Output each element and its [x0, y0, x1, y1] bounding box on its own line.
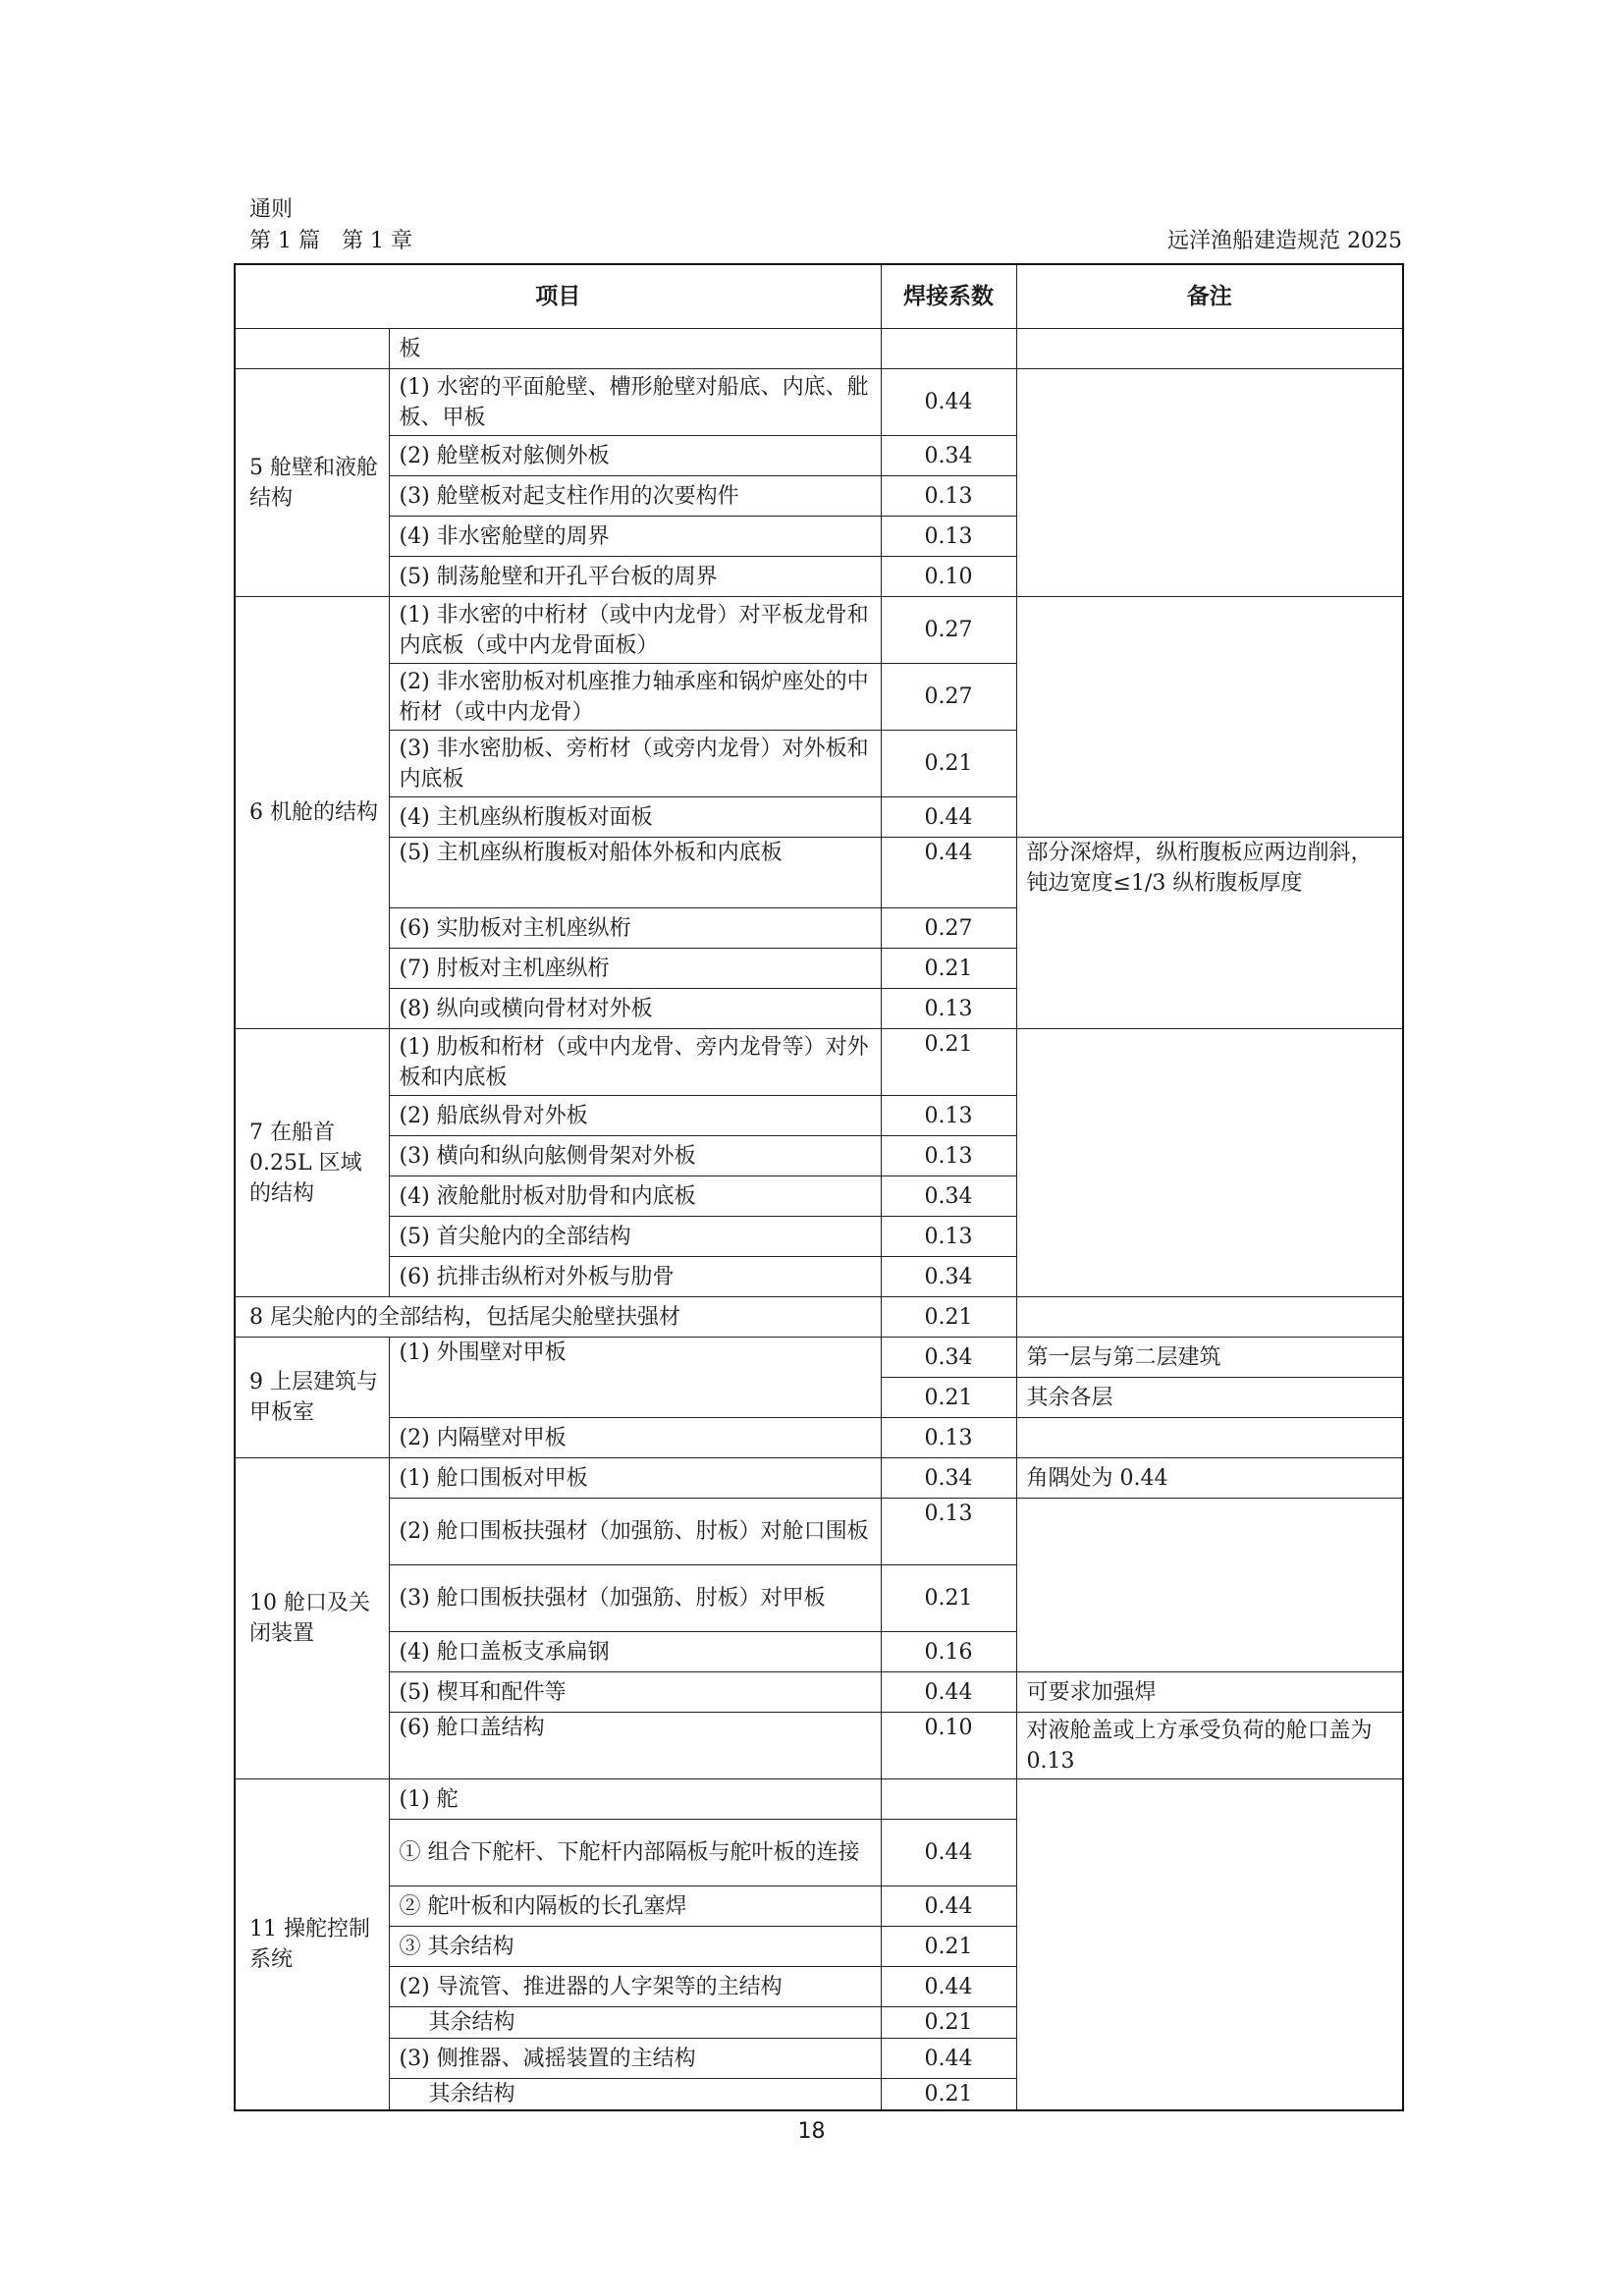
- coefficient-cell: 0.44: [881, 797, 1016, 838]
- remark-cell: [1016, 329, 1403, 369]
- coefficient-cell: 0.44: [881, 1820, 1016, 1886]
- table-row: [235, 838, 1403, 908]
- coefficient-cell: 0.27: [881, 908, 1016, 949]
- sub-item-label: 其余结构: [428, 2010, 515, 2035]
- remark-cell: 对液舱盖或上方承受负荷的舱口盖为 0.13: [1016, 1713, 1403, 1779]
- item-cell: (2) 舱口围板扶强材（加强筋、肘板）对舱口围板: [389, 1499, 881, 1565]
- item-cell: (4) 非水密舱壁的周界: [389, 517, 881, 557]
- column-header-remark: 备注: [1016, 264, 1403, 329]
- coefficient-cell: 0.10: [881, 557, 1016, 597]
- item-cell: (2) 内隔壁对甲板: [389, 1418, 881, 1458]
- item-cell: (1) 外围壁对甲板: [389, 1338, 881, 1418]
- item-cell: (2) 船底纵骨对外板: [389, 1096, 881, 1136]
- item-cell: (3) 横向和纵向舷侧骨架对外板: [389, 1136, 881, 1176]
- column-header-item: 项目: [235, 264, 881, 329]
- coefficient-cell: 0.21: [881, 2007, 1016, 2039]
- table-header-row: [235, 264, 1403, 329]
- table-row: [235, 1458, 1403, 1499]
- coefficient-cell: 0.34: [881, 1176, 1016, 1217]
- remark-cell: [1016, 597, 1403, 838]
- item-cell: (5) 楔耳和配件等: [389, 1672, 881, 1713]
- page-number: 18: [797, 2119, 826, 2144]
- coefficient-cell: 0.27: [881, 597, 1016, 664]
- coefficient-cell: 0.34: [881, 1458, 1016, 1499]
- item-cell: (8) 纵向或横向骨材对外板: [389, 989, 881, 1029]
- item-cell: (5) 制荡舱壁和开孔平台板的周界: [389, 557, 881, 597]
- item-cell: ③ 其余结构: [389, 1927, 881, 1967]
- remark-cell: [1016, 1297, 1403, 1338]
- coefficient-cell: 0.16: [881, 1632, 1016, 1672]
- table-row: [235, 1029, 1403, 1096]
- item-cell: (1) 非水密的中桁材（或中内龙骨）对平板龙骨和内底板（或中内龙骨面板）: [389, 597, 881, 664]
- item-cell: (6) 舱口盖结构: [389, 1713, 881, 1779]
- remark-cell: [1016, 1779, 1403, 2111]
- column-header-coefficient: 焊接系数: [881, 264, 1016, 329]
- remark-cell: 角隅处为 0.44: [1016, 1458, 1403, 1499]
- coefficient-cell: 0.21: [881, 1029, 1016, 1096]
- remark-cell: 可要求加强焊: [1016, 1672, 1403, 1713]
- item-cell: (3) 舱壁板对起支柱作用的次要构件: [389, 476, 881, 517]
- table-row: [235, 1713, 1403, 1779]
- item-cell: (1) 肋板和桁材（或中内龙骨、旁内龙骨等）对外板和内底板: [389, 1029, 881, 1096]
- coefficient-cell: 0.21: [881, 1297, 1016, 1338]
- item-cell: (5) 主机座纵桁腹板对船体外板和内底板: [389, 838, 881, 908]
- item-cell: (6) 实肋板对主机座纵桁: [389, 908, 881, 949]
- remark-cell: [1016, 1029, 1403, 1297]
- coefficient-cell: 0.21: [881, 949, 1016, 989]
- coefficient-cell: 0.44: [881, 2039, 1016, 2079]
- item-cell: [389, 2079, 881, 2111]
- category-cell: 11 操舵控制系统: [235, 1779, 389, 2111]
- coefficient-cell: 0.13: [881, 1217, 1016, 1257]
- item-cell: (2) 导流管、推进器的人字架等的主结构: [389, 1967, 881, 2007]
- coefficient-cell: 0.13: [881, 1418, 1016, 1458]
- remark-cell: 第一层与第二层建筑: [1016, 1338, 1403, 1378]
- item-cell: 板: [389, 329, 881, 369]
- coefficient-cell: 0.13: [881, 989, 1016, 1029]
- category-cell: 6 机舱的结构: [235, 597, 389, 1029]
- coefficient-cell: 0.21: [881, 1927, 1016, 1967]
- coefficient-cell: 0.10: [881, 1713, 1016, 1779]
- coefficient-cell: 0.21: [881, 1378, 1016, 1418]
- coefficient-cell: 0.44: [881, 1672, 1016, 1713]
- item-cell: (1) 舱口围板对甲板: [389, 1458, 881, 1499]
- remark-cell: 部分深熔焊，纵桁腹板应两边削斜，钝边宽度≤1/3 纵桁腹板厚度: [1016, 838, 1403, 1029]
- item-cell: 8 尾尖舱内的全部结构，包括尾尖舱壁扶强材: [235, 1297, 881, 1338]
- coefficient-cell: 0.13: [881, 1136, 1016, 1176]
- coefficient-cell: 0.21: [881, 731, 1016, 797]
- book-title: 远洋渔船建造规范 2025: [1167, 229, 1402, 253]
- table-row: [235, 1418, 1403, 1458]
- remark-cell: [1016, 1499, 1403, 1672]
- item-cell: (6) 抗排击纵桁对外板与肋骨: [389, 1257, 881, 1297]
- item-cell: (3) 非水密肋板、旁桁材（或旁内龙骨）对外板和内底板: [389, 731, 881, 797]
- section-label: 通则: [249, 197, 294, 222]
- item-cell: (3) 舱口围板扶强材（加强筋、肘板）对甲板: [389, 1565, 881, 1632]
- coefficient-cell: 0.21: [881, 2079, 1016, 2111]
- item-cell: (2) 舱壁板对舷侧外板: [389, 436, 881, 476]
- chapter-label: 第 1 篇 第 1 章: [249, 229, 412, 253]
- item-cell: ① 组合下舵杆、下舵杆内部隔板与舵叶板的连接: [389, 1820, 881, 1886]
- coefficient-cell: 0.27: [881, 664, 1016, 731]
- coefficient-cell: 0.13: [881, 1499, 1016, 1565]
- welding-coefficient-table: [234, 263, 1404, 2111]
- category-cell: 5 舱壁和液舱结构: [235, 369, 389, 597]
- table-row: [235, 1338, 1403, 1378]
- table-row: [235, 597, 1403, 664]
- category-cell: 7 在船首 0.25L 区域的结构: [235, 1029, 389, 1297]
- item-cell: (1) 水密的平面舱壁、槽形舱壁对船底、内底、舭板、甲板: [389, 369, 881, 436]
- sub-item-label: 其余结构: [428, 2082, 515, 2106]
- remark-cell: [1016, 1418, 1403, 1458]
- item-cell: (4) 主机座纵桁腹板对面板: [389, 797, 881, 838]
- coefficient-cell: [881, 1779, 1016, 1820]
- table-row: [235, 1672, 1403, 1713]
- table-row: [235, 1297, 1403, 1338]
- coefficient-cell: 0.21: [881, 1565, 1016, 1632]
- coefficient-cell: 0.34: [881, 1257, 1016, 1297]
- category-cell: 9 上层建筑与甲板室: [235, 1338, 389, 1458]
- item-cell: [389, 2007, 881, 2039]
- coefficient-cell: 0.44: [881, 838, 1016, 908]
- coefficient-cell: 0.44: [881, 369, 1016, 436]
- item-cell: ② 舵叶板和内隔板的长孔塞焊: [389, 1886, 881, 1927]
- category-cell: [235, 329, 389, 369]
- table-row: [235, 1499, 1403, 1565]
- table-row: [235, 369, 1403, 436]
- coefficient-cell: 0.34: [881, 436, 1016, 476]
- coefficient-cell: 0.34: [881, 1338, 1016, 1378]
- item-cell: (3) 侧推器、减摇装置的主结构: [389, 2039, 881, 2079]
- table-row: [235, 329, 1403, 369]
- category-cell: 10 舱口及关闭装置: [235, 1458, 389, 1779]
- item-cell: (4) 液舱舭肘板对肋骨和内底板: [389, 1176, 881, 1217]
- remark-cell: [1016, 369, 1403, 597]
- coefficient-cell: 0.13: [881, 476, 1016, 517]
- coefficient-cell: 0.44: [881, 1967, 1016, 2007]
- item-cell: (1) 舵: [389, 1779, 881, 1820]
- item-cell: (7) 肘板对主机座纵桁: [389, 949, 881, 989]
- coefficient-cell: 0.13: [881, 517, 1016, 557]
- table-row: [235, 1779, 1403, 1820]
- coefficient-cell: 0.44: [881, 1886, 1016, 1927]
- item-cell: (5) 首尖舱内的全部结构: [389, 1217, 881, 1257]
- remark-cell: 其余各层: [1016, 1378, 1403, 1418]
- item-cell: (4) 舱口盖板支承扁钢: [389, 1632, 881, 1672]
- item-cell: (2) 非水密肋板对机座推力轴承座和锅炉座处的中桁材（或中内龙骨）: [389, 664, 881, 731]
- coefficient-cell: 0.13: [881, 1096, 1016, 1136]
- coefficient-cell: [881, 329, 1016, 369]
